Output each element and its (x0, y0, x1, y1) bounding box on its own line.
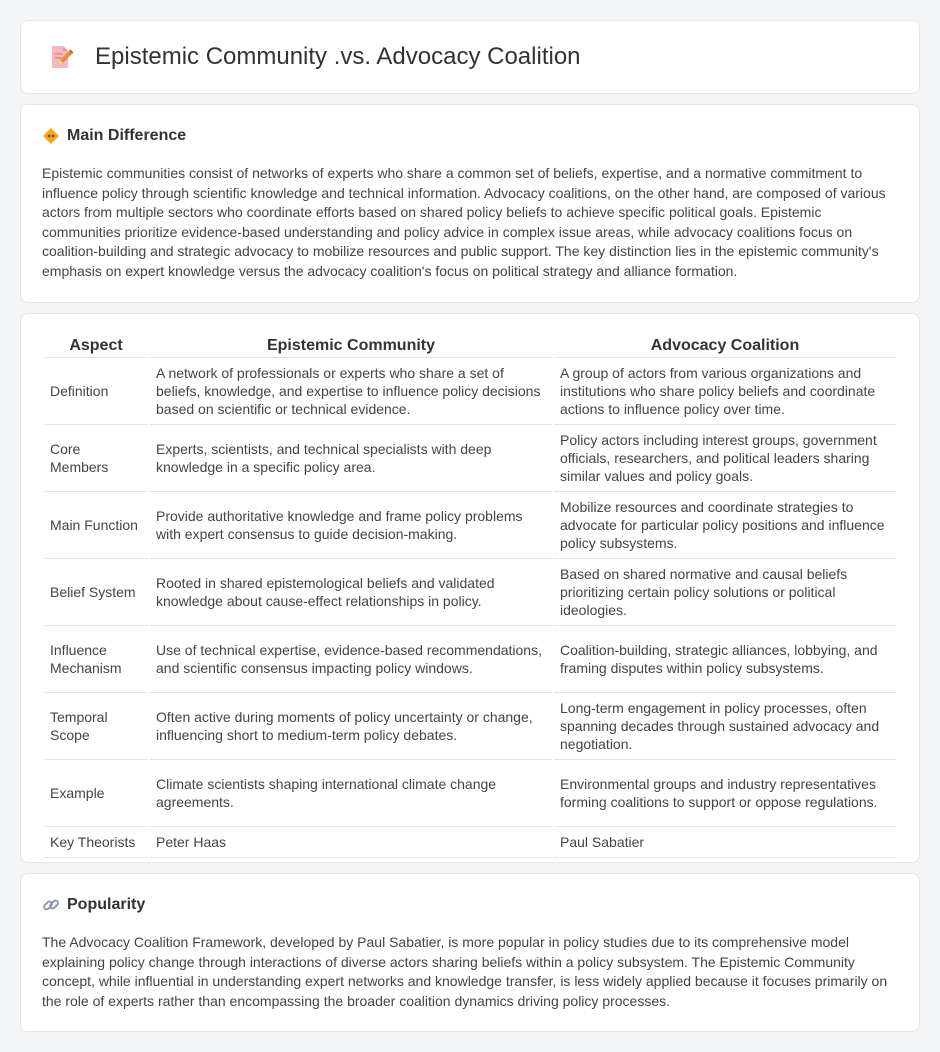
row-aspect: Temporal Scope (44, 693, 148, 760)
row-aspect: Definition (44, 358, 148, 425)
header-epistemic: Epistemic Community (150, 333, 552, 358)
row-advocacy: Environmental groups and industry representatives forming coalitions to support or oppose regulations. (554, 760, 896, 827)
popularity-text: The Advocacy Coalition Framework, developed by Paul Sabatier, is more popular in policy studies due to its comprehensive model explaining policy change through interactions of diverse actors sharing beliefs within a policy subsystem. The Epistemic Community concept, while influential in understanding expert networks and knowledge transfer, is less widely applied because it focuses primarily on the role of experts rather than encompassing the broader coalition dynamics driving policy processes. (42, 934, 888, 1009)
popularity-title: Popularity (67, 896, 146, 913)
table-row (44, 425, 896, 492)
table-row (44, 358, 896, 425)
table-row (44, 492, 896, 559)
row-epistemic: Experts, scientists, and technical specialists with deep knowledge in a specific policy area. (150, 425, 552, 492)
row-epistemic: A network of professionals or experts who share a set of beliefs, knowledge, and expertise to influence policy decisions based on scientific or technical evidence. (150, 358, 552, 425)
table-row (44, 559, 896, 626)
row-epistemic: Peter Haas (150, 827, 552, 858)
row-epistemic: Use of technical expertise, evidence-based recommendations, and scientific consensus impacting policy windows. (150, 626, 552, 693)
row-epistemic: Rooted in shared epistemological beliefs and validated knowledge about cause-effect relationships in policy. (150, 559, 552, 626)
row-advocacy: Paul Sabatier (554, 827, 896, 858)
row-advocacy: Long-term engagement in policy processes, often spanning decades through sustained advocacy and negotiation. (554, 693, 896, 760)
row-aspect: Core Members (44, 425, 148, 492)
row-aspect: Main Function (44, 492, 148, 559)
main-difference-card (20, 104, 920, 303)
main-difference-heading (42, 127, 898, 145)
row-aspect: Key Theorists (44, 827, 148, 858)
row-aspect: Influence Mechanism (44, 626, 148, 693)
main-difference-text: Epistemic communities consist of networks of experts who share a common set of beliefs, expertise, and a normative commitment to influence policy through scientific knowledge and technical information. Advocacy coalitions, on the other hand, are composed of various actors from multiple sectors who coordinate efforts based on shared policy beliefs to achieve specific political goals. Epistemic communities prioritize evidence-based understanding and policy advice in complex issue areas, while advocacy coalitions focus on coalition-building and strategic advocacy to mobilize resources and public support. The key distinction lies in the epistemic community's emphasis on expert knowledge versus the advocacy coalition's focus on political strategy and alliance formation. (42, 165, 886, 279)
table-row (44, 693, 896, 760)
table-row (44, 760, 896, 827)
table-row (44, 827, 896, 858)
row-advocacy: Policy actors including interest groups, government officials, researchers, and political leaders sharing similar values and policy goals. (554, 425, 896, 492)
table-header-row (44, 333, 896, 358)
document-edit-icon (45, 42, 75, 72)
comparison-table (42, 333, 898, 858)
popularity-heading (42, 896, 898, 914)
comparison-table-card (20, 313, 920, 863)
table-row (44, 626, 896, 693)
page-title: Epistemic Community .vs. Advocacy Coalition (95, 43, 581, 70)
row-epistemic: Often active during moments of policy uncertainty or change, influencing short to medium-term policy debates. (150, 693, 552, 760)
row-epistemic: Climate scientists shaping international climate change agreements. (150, 760, 552, 827)
header-aspect: Aspect (44, 333, 148, 358)
row-epistemic: Provide authoritative knowledge and frame policy problems with expert consensus to guide decision-making. (150, 492, 552, 559)
link-icon (42, 896, 60, 914)
row-advocacy: Coalition-building, strategic alliances, lobbying, and framing disputes within policy subsystems. (554, 626, 896, 693)
row-advocacy: Based on shared normative and causal beliefs prioritizing certain policy solutions or political ideologies. (554, 559, 896, 626)
header-card (20, 20, 920, 94)
popularity-card (20, 873, 920, 1032)
row-advocacy: Mobilize resources and coordinate strategies to advocate for particular policy positions and influence policy subsystems. (554, 492, 896, 559)
row-advocacy: A group of actors from various organizations and institutions who share policy beliefs and coordinate actions to influence policy over time. (554, 358, 896, 425)
header-advocacy: Advocacy Coalition (554, 333, 896, 358)
main-difference-title: Main Difference (67, 127, 187, 144)
row-aspect: Belief System (44, 559, 148, 626)
row-aspect: Example (44, 760, 148, 827)
diamond-icon (42, 127, 60, 145)
